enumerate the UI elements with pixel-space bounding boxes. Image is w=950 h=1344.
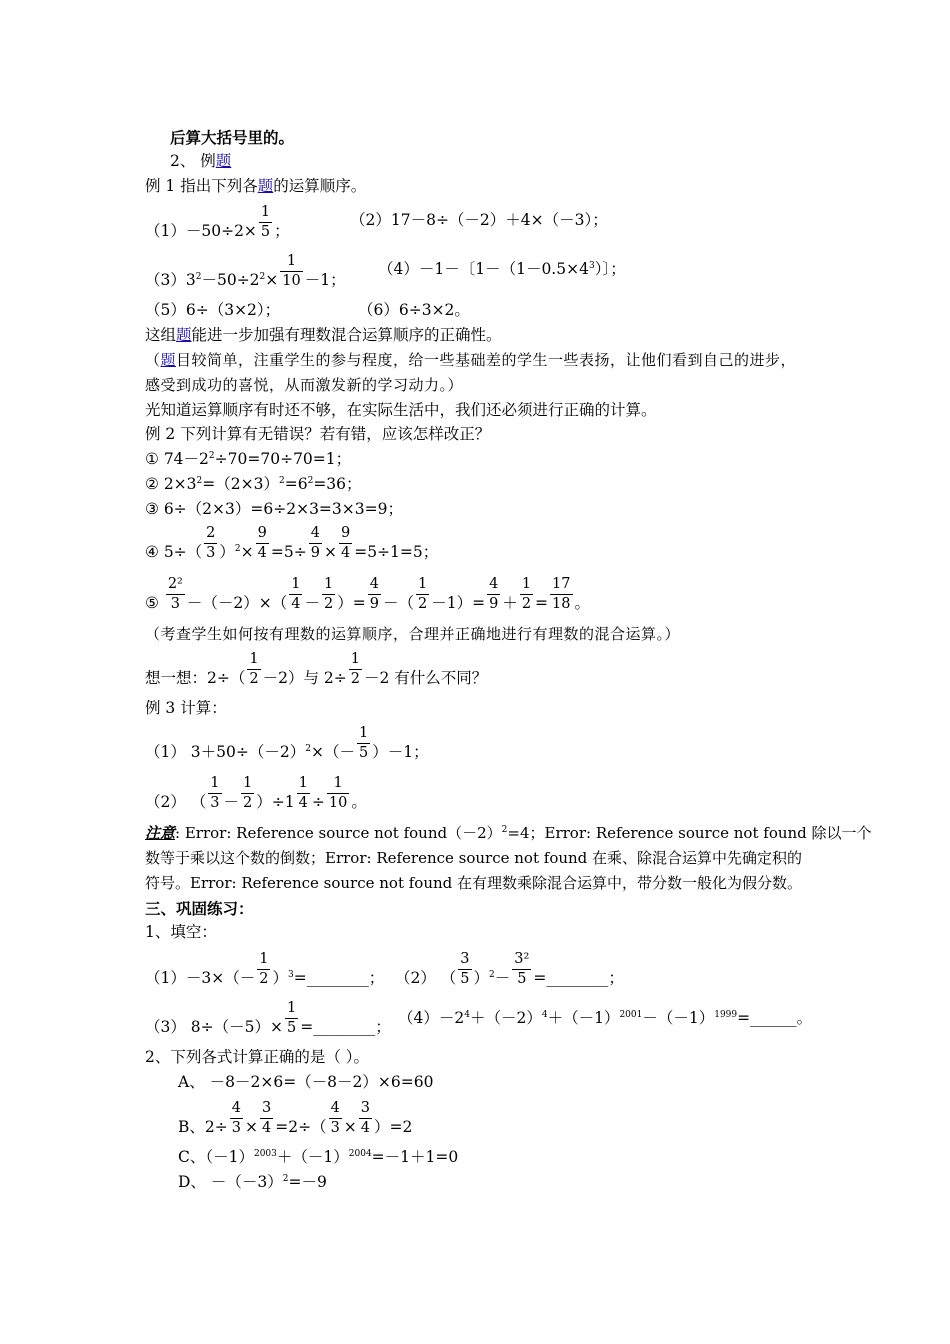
teacher-note-cont: 感受到成功的喜悦，从而激发新的学习动力。）: [145, 376, 464, 394]
fill-item-3: （3） 8÷（－5）× $\frac{1}{5}$ =________；: [145, 1000, 391, 1036]
link-ti[interactable]: 题: [257, 177, 274, 195]
note-line-1: 注意: Error: Reference source not $found(-2)^2=4$；Error: Reference source not found 除以一个: [145, 824, 872, 842]
think-line: 想一想：2÷（ $\frac{1}{2}$ －2）与 2÷ $\frac{1}{2}$ －2 有什么不同？: [145, 651, 488, 687]
ex2-item-1: ① $74-2^2\div 70=70\div 70=1$；: [145, 450, 352, 468]
question-2: 2、下列各式计算正确的是（ ）。: [145, 1048, 370, 1066]
ex1-item-5: （5）6÷（3×2）；: [145, 301, 281, 319]
link-ti[interactable]: 题: [215, 152, 232, 170]
ex1-item-2: （2）17－8÷（－2）＋4×（－3）；: [350, 211, 608, 229]
link-ti[interactable]: 题: [160, 351, 177, 369]
ex2-item-2: ② $2\times 3^2=(2\times 3)^2=6^2=36$；: [145, 475, 362, 493]
ex1-item-1: （1）－50÷2× $\frac{1}{5}$ ；: [145, 204, 290, 240]
example-3-title: 例 3 计算：: [145, 699, 227, 717]
paragraph: 光知道运算顺序有时还不够，在实际生活中，我们还必须进行正确的计算。: [145, 401, 657, 419]
link-ti[interactable]: 题: [176, 326, 192, 344]
ex2-item-4: ④ 5÷（ $\frac{2}{3}$ ）$^2$× $\frac{9}{4}$ =5÷ $\frac{4}{9}$ × $\frac{9}{4}$ =5÷1=5；: [145, 525, 439, 561]
text-line: 后算大括号里的。: [170, 128, 295, 147]
option-d: D、 $-(-3)^2=-9$: [178, 1173, 327, 1191]
paragraph: 这组题能进一步加强有理数混合运算顺序的正确性。: [145, 326, 502, 344]
fill-item-4: $(4)-2^4+(-2)^4+(-1)^{2001}-(-1)^{1999}=\_\_\_\_\_\_$。: [398, 1009, 813, 1027]
fill-heading: 1、填空：: [145, 923, 217, 941]
ex2-item-5: ⑤ $\frac{\text{2²}}{3}$ －（－2）×（ $\frac{1}{4}$ － $\frac{1}{2}$ ）= $\frac{4}{9}$ －（ $\frac{1}{2}$ －1）= $\frac{4}{9}$ ＋ $\frac{1}{2}$ = $\frac{17}{18}$ 。: [145, 576, 591, 612]
fill-item-2: （2） （ $\frac{3}{5}$ ）$^2$－ $\frac{\text{3²}}{5}$ =________；: [395, 951, 624, 987]
fill-item-1: （1）－3×（－ $\frac{1}{2}$ ）$^3$=________；: [145, 951, 385, 987]
fraction: $\frac{1}{5}$: [260, 204, 271, 240]
subheading-example: 2、 例题: [170, 152, 232, 170]
option-a: A、 －8－2×6=（－8－2）×6=60: [178, 1073, 434, 1091]
ex3-item-1: （1） $3+50\div(-2)^2\times(-$ $\frac{1}{5}$ ）－1；: [145, 725, 429, 761]
ex3-item-2: （2） （ $\frac{1}{3}$ － $\frac{1}{2}$ ）÷1 $\frac{1}{4}$ ÷ $\frac{1}{10}$ 。: [145, 775, 367, 811]
ex1-item-4: （4）－1－〔$1-(1-0.5\times 4^3)$〕；: [378, 260, 626, 278]
option-b: B、2÷ $\frac{4}{3}$ × $\frac{3}{4}$ =2÷（ $\frac{4}{3}$ × $\frac{3}{4}$ ）=2: [178, 1100, 413, 1136]
example-1-title: 例 1 指出下列各题的运算顺序。: [145, 177, 367, 195]
note-line-2: 数等于乘以这个数的倒数；Error: Reference source not found 在乘、除混合运算中先确定积的: [145, 849, 803, 867]
teacher-note: （题目较简单，注重学生的参与程度，给一些基础差的学生一些表扬，让他们看到自己的进步，: [145, 351, 797, 369]
ex2-item-3: ③ 6÷（2×3）=6÷2×3=3×3=9；: [145, 500, 403, 518]
teacher-note: （考查学生如何按有理数的运算顺序，合理并正确地进行有理数的混合运算。）: [145, 625, 681, 643]
ex1-item-6: （6）6÷3×2。: [358, 301, 470, 319]
note-line-3: 符号。Error: Reference source not found 在有理数乘除混合运算中，带分数一般化为假分数。: [145, 874, 803, 892]
option-c: C、$(-1)^{2003}+(-1)^{2004}=-1+1=0$: [178, 1148, 459, 1166]
ex1-item-3: $(3)3^2-50\div 2^2\times$ $\frac{1}{10}$ －1；: [145, 253, 346, 289]
section-heading: 三、巩固练习：: [145, 899, 254, 918]
example-2-title: 例 2 下列计算有无错误？若有错，应该怎样改正？: [145, 425, 491, 443]
fraction: $\frac{1}{10}$: [282, 253, 301, 289]
